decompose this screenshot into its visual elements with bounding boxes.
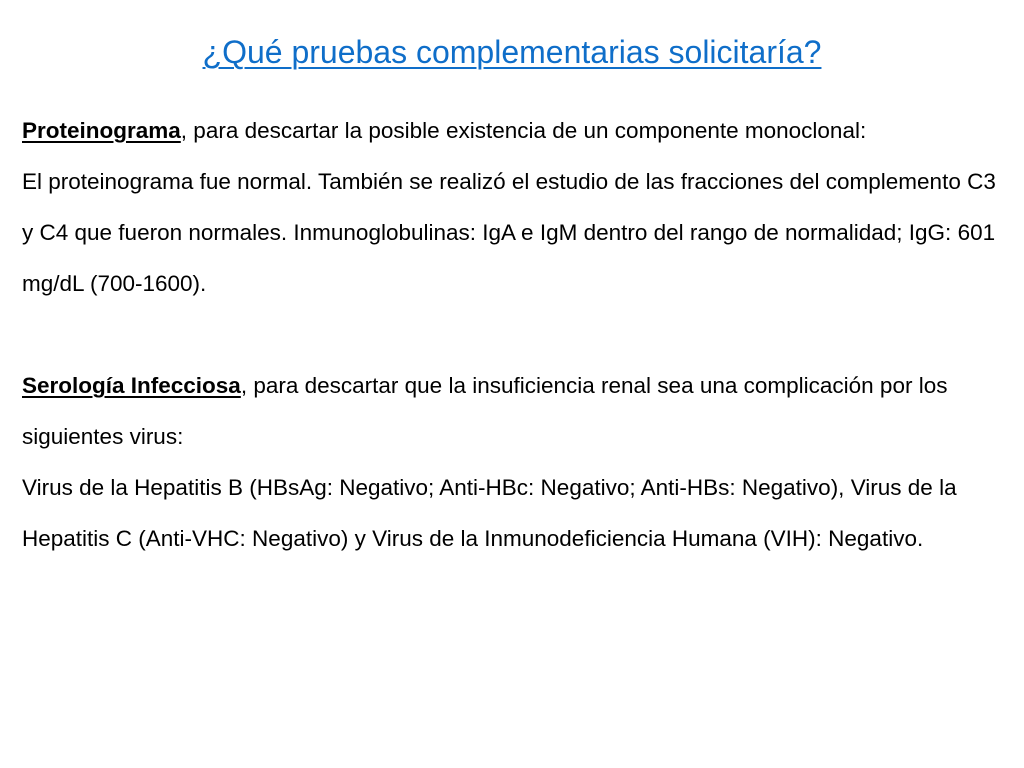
section-serologia: [22, 360, 1012, 564]
section-intro-text: , para descartar que la insuficiencia renal sea una complicación por los siguientes virus:: [22, 373, 948, 449]
section-body-text: El proteinograma fue normal. También se realizó el estudio de las fracciones del complemento C3 y C4 que fueron normales. Inmunoglobulinas: IgA e IgM dentro del rango de normalidad; IgG: 601 mg/dL (700-1600).: [22, 169, 996, 296]
slide-title: ¿Qué pruebas complementarias solicitaría?: [202, 34, 822, 70]
section-heading: Serología Infecciosa: [22, 373, 241, 398]
section-spacer: [22, 309, 1012, 360]
section-heading: Proteinograma: [22, 118, 181, 143]
section-intro: [22, 360, 1012, 462]
section-intro-text: , para descartar la posible existencia de un componente monoclonal:: [180, 118, 867, 143]
section-body-text: Virus de la Hepatitis B (HBsAg: Negativo; Anti-HBc: Negativo; Anti-HBs: Negativo), Virus de la Hepatitis C (Anti-VHC: Negativo) y Virus de la Inmunodeficiencia Humana (VIH): Negativo.: [22, 475, 957, 551]
section-proteinograma: [22, 105, 1012, 309]
slide-body: [22, 105, 1012, 564]
section-intro: [22, 105, 1012, 156]
